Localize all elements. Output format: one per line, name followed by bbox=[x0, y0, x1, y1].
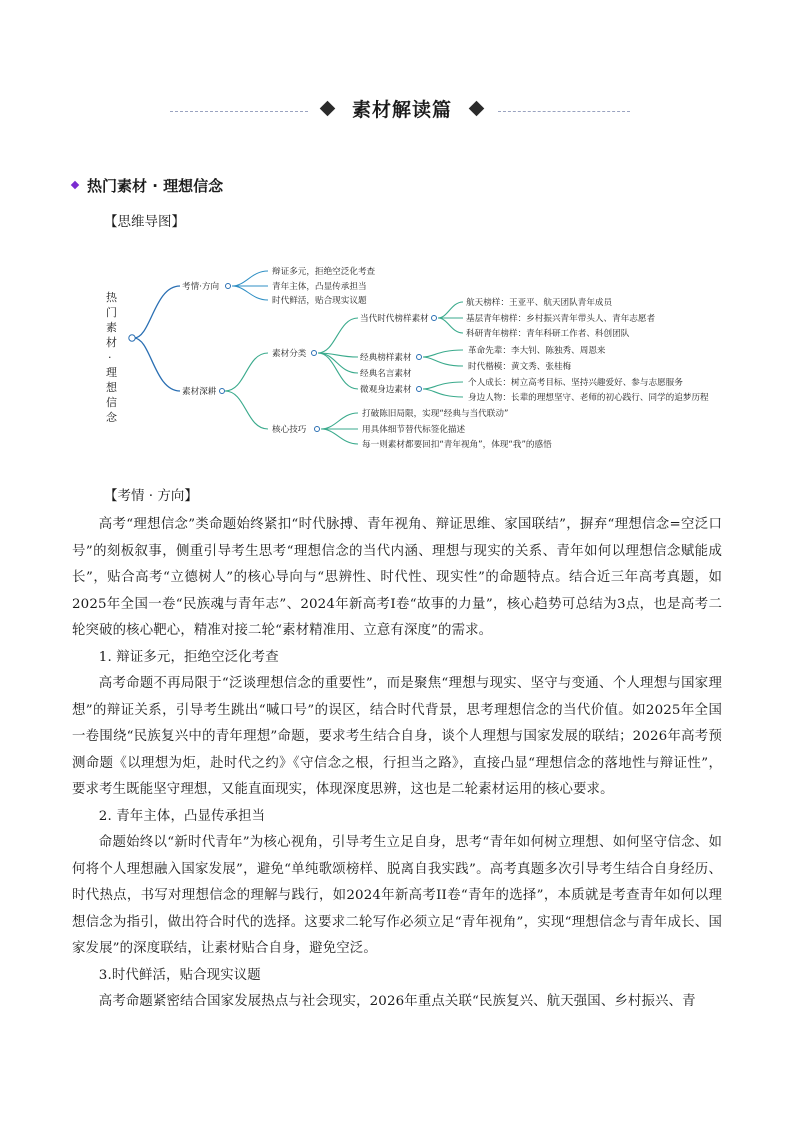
mindmap-link bbox=[134, 338, 180, 391]
mindmap-node: 经典名言素材 bbox=[360, 369, 412, 379]
mindmap-node: 核心技巧 bbox=[272, 425, 307, 435]
mindmap-root bbox=[106, 290, 118, 424]
section-title-text: 热门素材 · 理想信念 bbox=[87, 177, 224, 195]
root-char: 热 bbox=[106, 291, 117, 304]
page-header bbox=[0, 96, 794, 128]
paragraph: 高考命题不再局限于“泛谈理想信念的重要性”，而是聚焦“理想与现实、坚守与变通、个人理想与国家理想”的辩证关系，引导考生跳出“喊口号”的误区，结合时代背景，思考理想信念的当代价值。如2025年全国一卷围绕“民族复兴中的青年理想”命题，要求考生结合自身，谈个人理想与国家发展的联结；2026年高考预测命题《以理想为炬，赴时代之约》《守信念之根，行担当之路》，直接凸显“理想信念的落地性与辩证性”，要求考生既能坚守理想，又能直面现实，体现深度思辨，这也是二轮素材运用的核心要求。 bbox=[72, 676, 722, 797]
point-heading: 3.时代鲜活，贴合现实议题 bbox=[98, 967, 261, 983]
diamond-icon bbox=[469, 101, 485, 117]
root-char: 信 bbox=[106, 396, 117, 409]
root-char: 理 bbox=[106, 366, 117, 379]
mindmap-leaf: 革命先辈：李大钊、陈独秀、周恩来 bbox=[468, 346, 606, 356]
mindmap-node: 微观身边素材 bbox=[360, 385, 412, 395]
root-char: 素 bbox=[106, 321, 117, 334]
mindmap-node-dot bbox=[129, 335, 135, 341]
mindmap-leaf: 时代楷模：黄文秀、张桂梅 bbox=[468, 362, 572, 372]
point-heading: 2. 青年主体，凸显传承担当 bbox=[98, 808, 266, 824]
mindmap-leaf: 青年主体，凸显传承担当 bbox=[272, 282, 367, 292]
root-char: 念 bbox=[106, 411, 117, 424]
paragraph: 高考“理想信念”类命题始终紧扣“时代脉搏、青年视角、辩证思维、家国联结”，摒弃“理想信念=空泛口号”的刻板叙事，侧重引导考生思考“理想信念的当代内涵、理想与现实的关系、青年如何以理想信念赋能成长”，贴合高考“立德树人”的核心导向与“思辨性、时代性、现实性”的命题特点。结合近三年高考真题，如2025年全国一卷“民族魂与青年志”、2024年新高考I卷“故事的力量”，核心趋势可总结为3点，也是高考二轮突破的核心靶心，精准对接二轮“素材精准用、立意有深度”的需求。 bbox=[72, 517, 722, 638]
section-title bbox=[72, 176, 223, 196]
mindmap-leaf: 科研青年榜样：青年科研工作者、科创团队 bbox=[466, 329, 630, 339]
mindmap-leaf: 时代鲜活，贴合现实议题 bbox=[272, 296, 367, 306]
root-char: 想 bbox=[106, 381, 117, 394]
mindmap-node: 素材分类 bbox=[272, 349, 307, 359]
root-char: · bbox=[108, 351, 112, 364]
header-divider-left bbox=[170, 111, 308, 112]
mindmap-leaf: 每一则素材都要回扣“青年视角”，体现“我”的感悟 bbox=[362, 440, 552, 450]
mindmap-leaf: 打破陈旧局限，实现“经典与当代联动” bbox=[362, 409, 509, 419]
paragraph: 命题始终以“新时代青年”为核心视角，引导考生立足自身，思考“青年如何树立理想、如何坚守信念、如何将个人理想融入国家发展”，避免“单纯歌颂榜样、脱离自我实践”。高考真题多次引导考生结合自身经历、时代热点，书写对理想信念的理解与践行，如2024年新高考II卷“青年的选择”，本质就是考查青年如何以理想信念为指引，做出符合时代的选择。这要求二轮写作必须立足“青年视角”，实现“理想信念与青年成长、国家发展”的深度联结，让素材贴合自身，避免空泛。 bbox=[72, 835, 722, 956]
point-heading: 1. 辩证多元，拒绝空泛化考查 bbox=[98, 649, 279, 665]
branch-trend-label: 考情·方向 bbox=[182, 282, 220, 292]
trend-label: 【考情 · 方向】 bbox=[104, 488, 198, 504]
root-char: 材 bbox=[106, 336, 117, 349]
branch-material-label: 素材深耕 bbox=[182, 387, 217, 397]
mindmap-leaf: 用具体细节替代标签化描述 bbox=[362, 425, 466, 435]
mindmap-leaf: 基层青年榜样：乡村振兴青年带头人、青年志愿者 bbox=[466, 314, 656, 324]
mindmap-leaf: 身边人物：长辈的理想坚守、老师的初心践行、同学的追梦历程 bbox=[468, 393, 709, 403]
mindmap-leaf: 个人成长：树立高考目标、坚持兴趣爱好、参与志愿服务 bbox=[468, 378, 683, 388]
root-char: 门 bbox=[106, 306, 117, 319]
mind-map bbox=[96, 258, 736, 458]
header-divider-right bbox=[498, 111, 630, 112]
mindmap-link bbox=[134, 286, 180, 338]
mindmap-node: 经典榜样素材 bbox=[360, 353, 412, 363]
body-content bbox=[72, 512, 722, 1016]
mindmap-leaf: 航天榜样：王亚平、航天团队青年成员 bbox=[466, 298, 613, 308]
mindmap-node: 当代时代榜样素材 bbox=[360, 314, 429, 324]
paragraph: 高考命题紧密结合国家发展热点与社会现实，2026年重点关联“民族复兴、航天强国、乡村振兴、青 bbox=[98, 994, 696, 1009]
diamond-icon bbox=[320, 101, 336, 117]
diamond-bullet-icon bbox=[71, 181, 79, 189]
mindmap-leaf: 辩证多元，拒绝空泛化考查 bbox=[272, 267, 376, 277]
page-title: 素材解读篇 bbox=[351, 99, 452, 121]
mindmap-label: 【思维导图】 bbox=[104, 214, 185, 230]
